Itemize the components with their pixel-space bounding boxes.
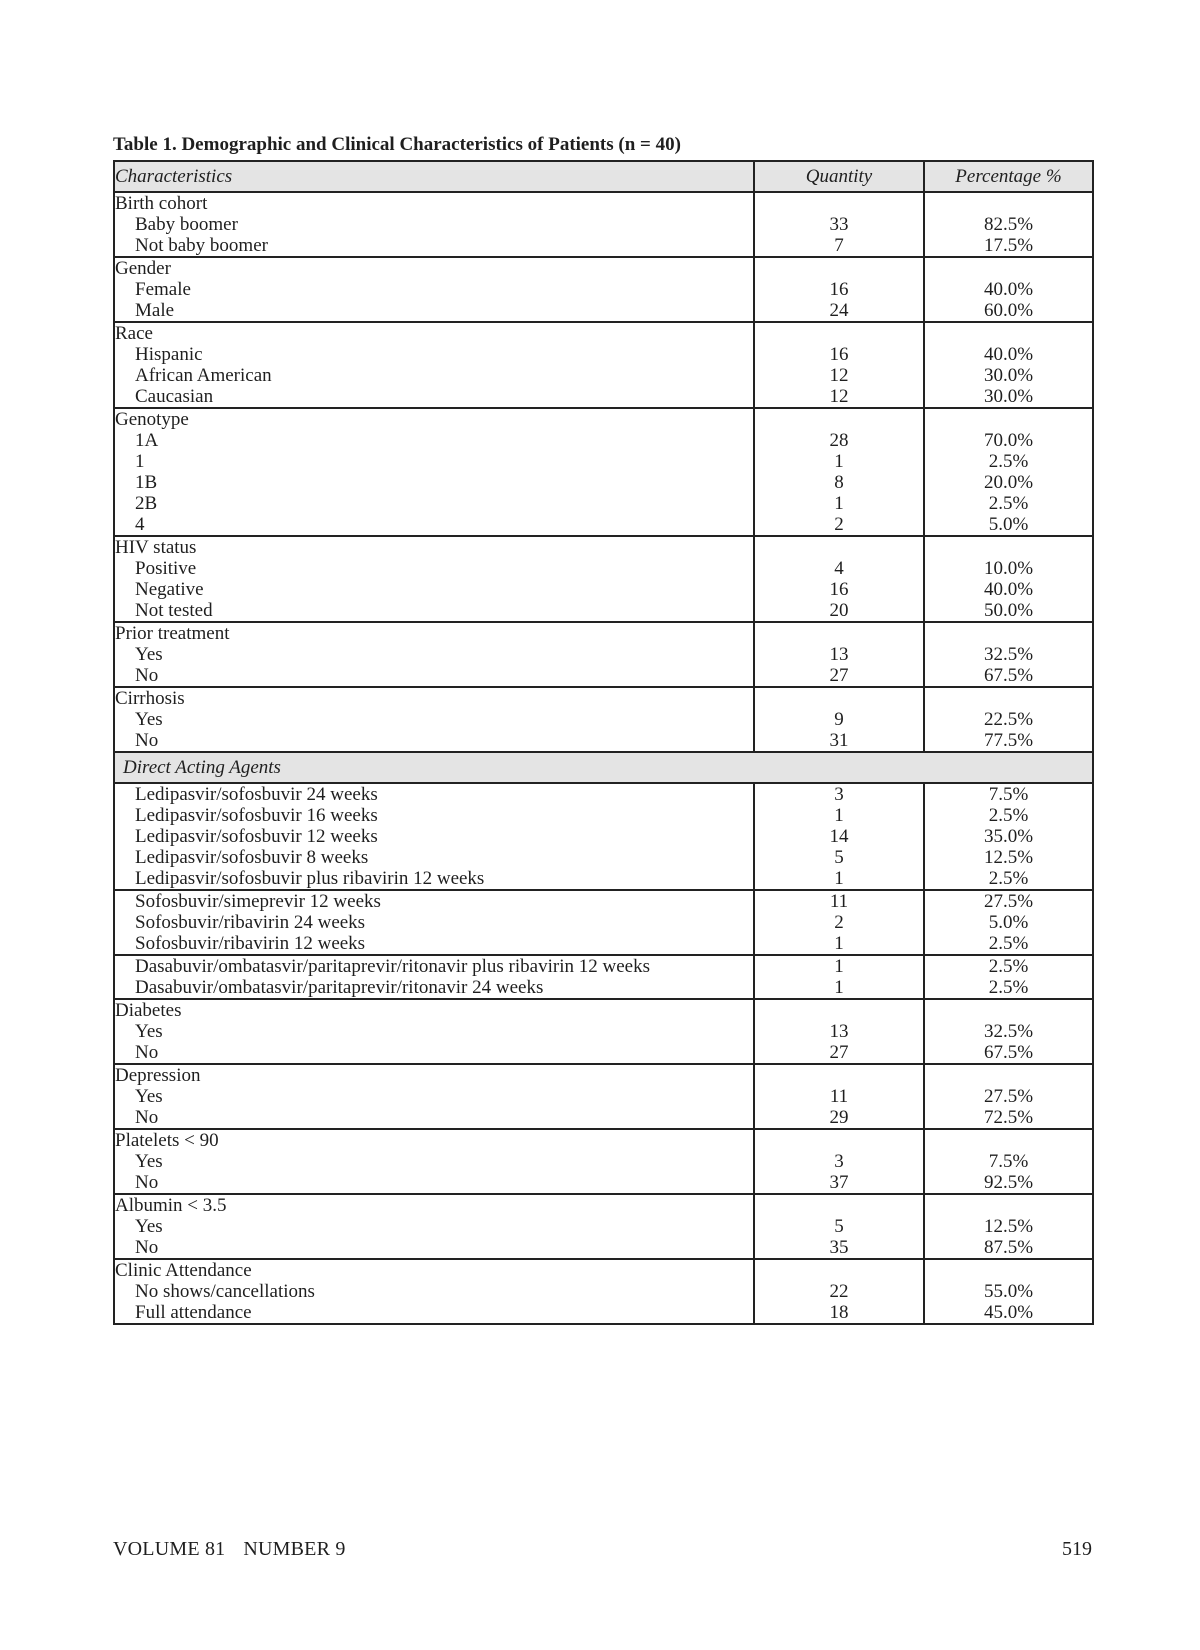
table-header-row [114,161,1093,192]
row-percentage: 40.0% [983,344,1034,365]
group-title: Albumin < 3.5 [115,1195,227,1216]
percentage-cell [924,783,1093,890]
row-quantity: 8 [834,472,844,493]
row-label: Sofosbuvir/ribavirin 12 weeks [135,933,366,954]
row-quantity: 16 [829,579,849,600]
row-percentage: 77.5% [983,730,1034,751]
group-title: Diabetes [115,1000,182,1021]
row-label: 1 [135,451,145,472]
row-percentage: 27.5% [983,891,1034,912]
row-percentage: 2.5% [988,933,1029,954]
row-quantity: 13 [829,1021,849,1042]
row-quantity: 1 [834,451,844,472]
row-label: Yes [135,709,163,730]
characteristic-cell [114,687,754,752]
row-label: No [135,1042,159,1063]
characteristics-table [113,160,1094,1325]
section-row [114,752,1093,783]
row-quantity: 12 [829,386,849,407]
row-percentage: 2.5% [988,977,1029,998]
row-quantity: 35 [829,1237,849,1258]
row-quantity: 24 [829,300,849,321]
row-percentage: 5.0% [988,912,1029,933]
row-quantity: 33 [829,214,849,235]
row-label: Dasabuvir/ombatasvir/paritaprevir/ritonavir 24 weeks [135,977,544,998]
row-label: Full attendance [135,1302,252,1323]
row-label: Negative [135,579,204,600]
characteristic-cell [114,408,754,536]
row-percentage: 55.0% [983,1281,1034,1302]
characteristic-cell [114,192,754,257]
row-quantity: 11 [829,891,849,912]
row-label: Not baby boomer [135,235,268,256]
table-row [114,192,1093,257]
row-quantity: 3 [834,1151,844,1172]
row-quantity: 2 [834,514,844,535]
section-title: Direct Acting Agents [114,752,1093,783]
row-label: 1A [135,430,159,451]
row-label: No shows/cancellations [135,1281,315,1302]
row-quantity: 2 [834,912,844,933]
row-quantity: 29 [829,1107,849,1128]
row-percentage: 92.5% [983,1172,1034,1193]
row-label: Sofosbuvir/simeprevir 12 weeks [135,891,381,912]
row-quantity: 27 [829,1042,849,1063]
group-title: Race [115,323,153,344]
row-percentage: 45.0% [983,1302,1034,1323]
row-percentage: 2.5% [988,451,1029,472]
row-label: No [135,730,159,751]
row-label: 2B [135,493,158,514]
row-label: Hispanic [135,344,203,365]
row-quantity: 4 [834,558,844,579]
row-label: Not tested [135,600,213,621]
characteristic-cell [114,622,754,687]
row-quantity: 1 [834,977,844,998]
row-label: Ledipasvir/sofosbuvir 16 weeks [135,805,378,826]
row-quantity: 16 [829,344,849,365]
characteristic-cell [114,1194,754,1259]
percentage-cell [924,999,1093,1064]
percentage-cell [924,408,1093,536]
quantity-cell [754,1259,924,1324]
characteristic-cell [114,890,754,955]
percentage-cell [924,536,1093,622]
row-label: Yes [135,1151,163,1172]
row-quantity: 12 [829,365,849,386]
header-percentage: Percentage % [924,161,1093,192]
row-quantity: 13 [829,644,849,665]
row-quantity: 5 [834,847,844,868]
table-row [114,408,1093,536]
row-label: Positive [135,558,197,579]
row-label: Sofosbuvir/ribavirin 24 weeks [135,912,366,933]
percentage-cell [924,257,1093,322]
row-percentage: 2.5% [988,868,1029,889]
row-percentage: 32.5% [983,1021,1034,1042]
row-label: Ledipasvir/sofosbuvir 24 weeks [135,784,378,805]
row-percentage: 17.5% [983,235,1034,256]
row-label: Caucasian [135,386,214,407]
table-caption: Table 1. Demographic and Clinical Characteristics of Patients (n = 40) [113,134,681,155]
row-label: 1B [135,472,158,493]
row-percentage: 2.5% [988,805,1029,826]
quantity-cell [754,783,924,890]
table-row [114,687,1093,752]
row-quantity: 1 [834,493,844,514]
row-quantity: 31 [829,730,849,751]
row-quantity: 1 [834,933,844,954]
group-title: Platelets < 90 [115,1130,219,1151]
row-label: Ledipasvir/sofosbuvir 12 weeks [135,826,378,847]
characteristic-cell [114,322,754,408]
percentage-cell [924,955,1093,999]
row-quantity: 28 [829,430,849,451]
row-percentage: 35.0% [983,826,1034,847]
characteristic-cell [114,783,754,890]
row-percentage: 87.5% [983,1237,1034,1258]
row-label: No [135,665,159,686]
row-quantity: 27 [829,665,849,686]
quantity-cell [754,1064,924,1129]
row-percentage: 32.5% [983,644,1034,665]
table-row [114,322,1093,408]
row-label: No [135,1172,159,1193]
quantity-cell [754,890,924,955]
percentage-cell [924,687,1093,752]
row-label: 4 [135,514,145,535]
row-label: Dasabuvir/ombatasvir/paritaprevir/ritonavir plus ribavirin 12 weeks [135,956,650,977]
row-quantity: 1 [834,805,844,826]
row-label: Female [135,279,191,300]
row-percentage: 7.5% [988,1151,1029,1172]
row-percentage: 7.5% [988,784,1029,805]
quantity-cell [754,1129,924,1194]
row-label: No [135,1107,159,1128]
row-label: Yes [135,1021,163,1042]
page-number: 519 [1062,1538,1092,1560]
row-percentage: 2.5% [988,956,1029,977]
table-row [114,1259,1093,1324]
percentage-cell [924,1129,1093,1194]
footer-number: NUMBER 9 [243,1538,346,1560]
quantity-cell [754,999,924,1064]
row-label: No [135,1237,159,1258]
row-percentage: 5.0% [988,514,1029,535]
characteristic-cell [114,1129,754,1194]
characteristic-cell [114,1064,754,1129]
table-row [114,890,1093,955]
quantity-cell [754,322,924,408]
percentage-cell [924,890,1093,955]
quantity-cell [754,408,924,536]
row-percentage: 67.5% [983,1042,1034,1063]
row-percentage: 82.5% [983,214,1034,235]
row-percentage: 2.5% [988,493,1029,514]
percentage-cell [924,1259,1093,1324]
row-percentage: 60.0% [983,300,1034,321]
table-row [114,783,1093,890]
table-body [114,192,1093,1324]
row-label: Ledipasvir/sofosbuvir 8 weeks [135,847,369,868]
row-quantity: 11 [829,1086,849,1107]
row-quantity: 9 [834,709,844,730]
table-row [114,622,1093,687]
row-quantity: 1 [834,956,844,977]
footer-volume: VOLUME 81 [113,1538,226,1560]
group-title: HIV status [115,537,197,558]
percentage-cell [924,622,1093,687]
group-title: Depression [115,1065,201,1086]
group-title: Birth cohort [115,193,208,214]
row-percentage: 20.0% [983,472,1034,493]
row-percentage: 40.0% [983,579,1034,600]
group-title: Clinic Attendance [115,1260,252,1281]
quantity-cell [754,1194,924,1259]
row-percentage: 22.5% [983,709,1034,730]
characteristic-cell [114,536,754,622]
row-label: Yes [135,1216,163,1237]
row-percentage: 27.5% [983,1086,1034,1107]
characteristic-cell [114,1259,754,1324]
table-row [114,1194,1093,1259]
row-label: Baby boomer [135,214,238,235]
header-quantity: Quantity [754,161,924,192]
row-percentage: 40.0% [983,279,1034,300]
table-row [114,1129,1093,1194]
header-characteristics: Characteristics [114,161,754,192]
percentage-cell [924,322,1093,408]
row-quantity: 3 [834,784,844,805]
row-percentage: 50.0% [983,600,1034,621]
journal-footer [113,1538,346,1561]
row-percentage: 67.5% [983,665,1034,686]
row-quantity: 18 [829,1302,849,1323]
percentage-cell [924,1194,1093,1259]
percentage-cell [924,192,1093,257]
table-row [114,955,1093,999]
row-percentage: 30.0% [983,386,1034,407]
quantity-cell [754,536,924,622]
table-row [114,536,1093,622]
row-quantity: 20 [829,600,849,621]
quantity-cell [754,257,924,322]
row-label: Yes [135,644,163,665]
row-quantity: 22 [829,1281,849,1302]
row-quantity: 16 [829,279,849,300]
group-title: Prior treatment [115,623,230,644]
quantity-cell [754,687,924,752]
row-quantity: 5 [834,1216,844,1237]
quantity-cell [754,192,924,257]
quantity-cell [754,622,924,687]
row-percentage: 10.0% [983,558,1034,579]
row-percentage: 70.0% [983,430,1034,451]
row-quantity: 7 [834,235,844,256]
characteristic-cell [114,955,754,999]
group-title: Gender [115,258,171,279]
row-quantity: 14 [829,826,849,847]
quantity-cell [754,955,924,999]
row-percentage: 30.0% [983,365,1034,386]
table-row [114,257,1093,322]
row-percentage: 72.5% [983,1107,1034,1128]
row-label: Yes [135,1086,163,1107]
row-percentage: 12.5% [983,847,1034,868]
row-percentage: 12.5% [983,1216,1034,1237]
table-row [114,1064,1093,1129]
row-label: Male [135,300,175,321]
percentage-cell [924,1064,1093,1129]
row-quantity: 37 [829,1172,849,1193]
row-label: African American [135,365,272,386]
characteristic-cell [114,999,754,1064]
row-quantity: 1 [834,868,844,889]
group-title: Cirrhosis [115,688,185,709]
row-label: Ledipasvir/sofosbuvir plus ribavirin 12 weeks [135,868,485,889]
table-row [114,999,1093,1064]
characteristic-cell [114,257,754,322]
group-title: Genotype [115,409,189,430]
